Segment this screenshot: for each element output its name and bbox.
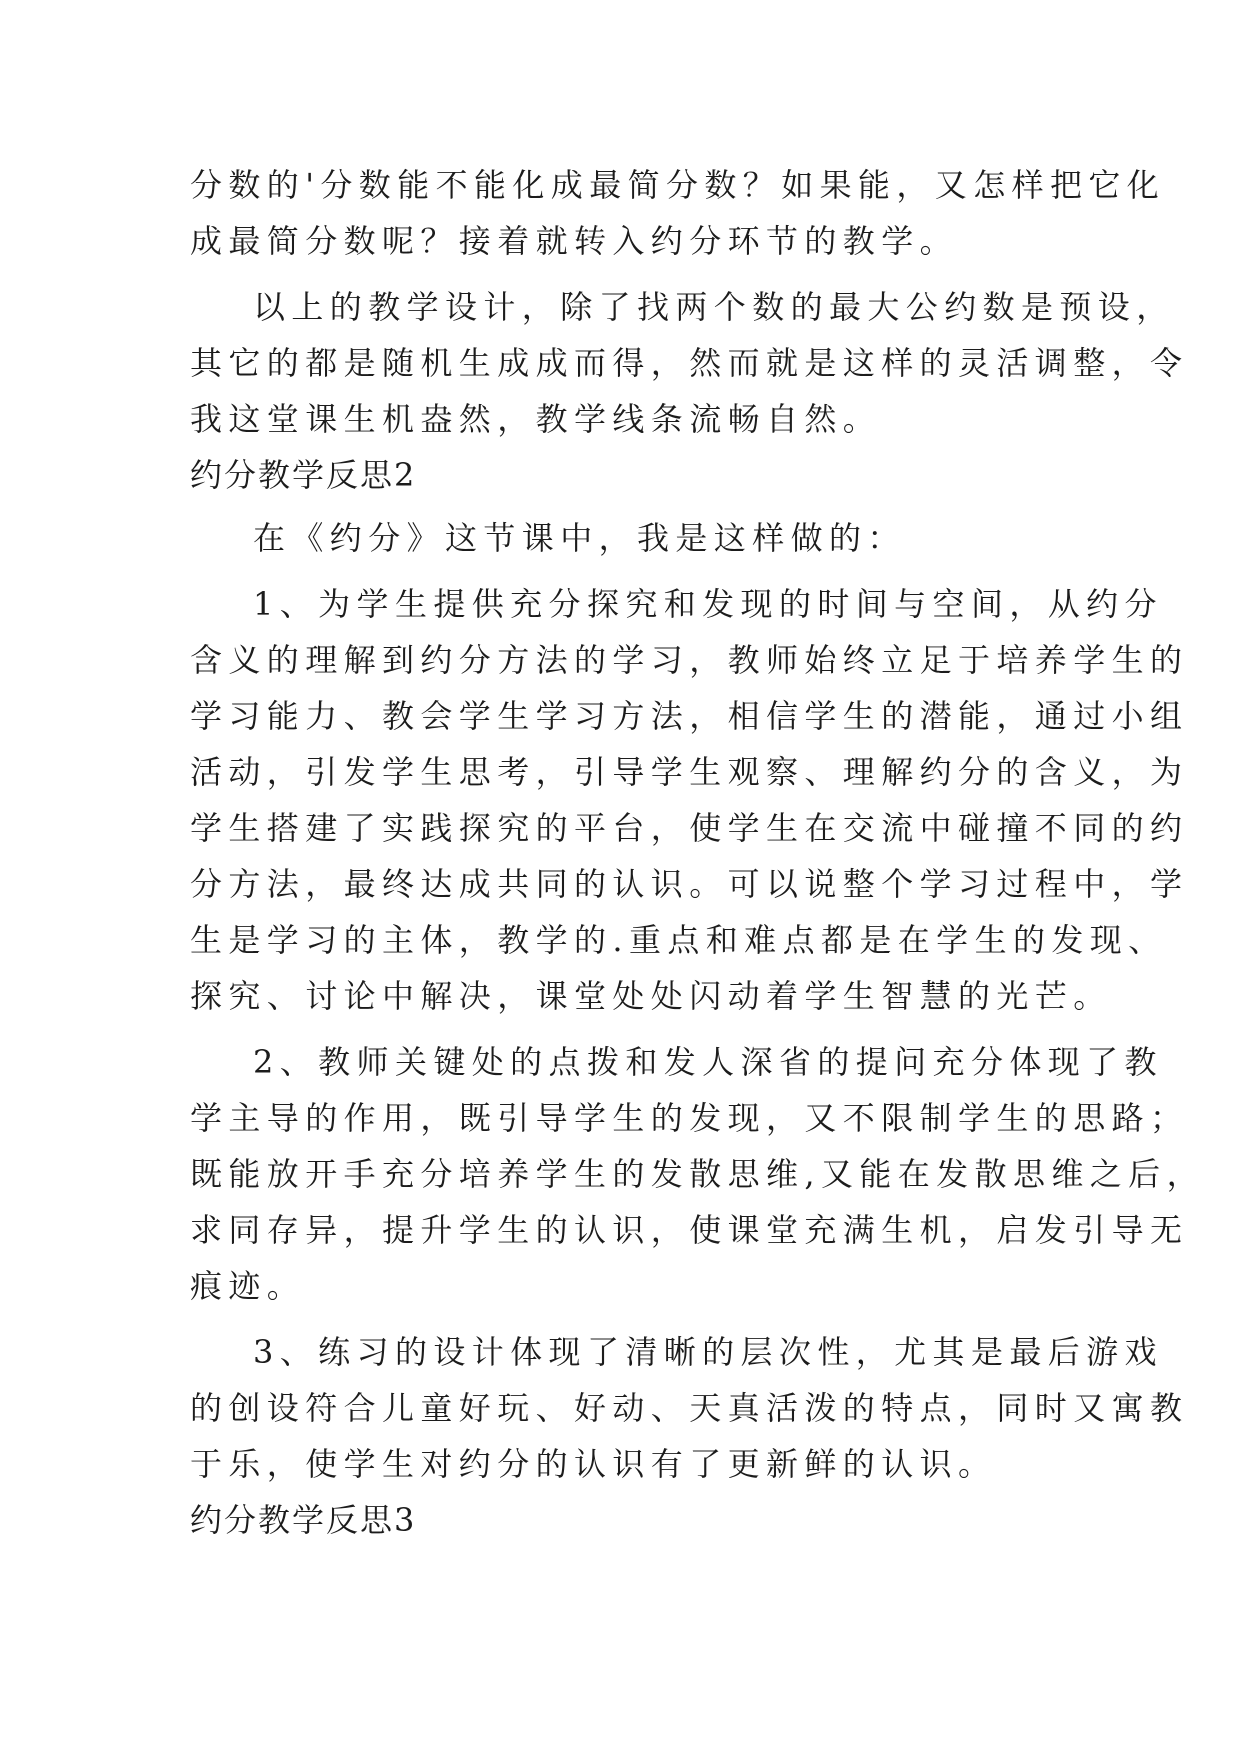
paragraph-line: 以上的教学设计，除了找两个数的最大公约数是预设， bbox=[253, 288, 1175, 326]
paragraph-line: 在《约分》这节课中，我是这样做的： bbox=[253, 519, 906, 557]
paragraph-line: 分方法，最终达成共同的认识。可以说整个学习过程中，学 bbox=[190, 865, 1189, 903]
paragraph-line: 痕迹。 bbox=[190, 1267, 306, 1305]
paragraph-line: 求同存异，提升学生的认识，使课堂充满生机，启发引导无 bbox=[190, 1211, 1189, 1249]
paragraph-line: 1、为学生提供充分探究和发现的时间与空间，从约分 bbox=[253, 585, 1163, 623]
section-heading: 约分教学反思2 bbox=[190, 456, 417, 494]
paragraph-line: 其它的都是随机生成成而得，然而就是这样的灵活调整，令 bbox=[190, 344, 1189, 382]
paragraph-line: 3、练习的设计体现了清晰的层次性，尤其是最后游戏 bbox=[253, 1333, 1163, 1371]
paragraph-line: 于乐，使学生对约分的认识有了更新鲜的认识。 bbox=[190, 1445, 997, 1483]
paragraph-line: 学主导的作用，既引导学生的发现，又不限制学生的思路； bbox=[190, 1099, 1189, 1137]
paragraph-line: 成最简分数呢？接着就转入约分环节的教学。 bbox=[190, 222, 959, 260]
paragraph-line: 我这堂课生机盎然，教学线条流畅自然。 bbox=[190, 400, 882, 438]
paragraph-line: 分数的'分数能不能化成最简分数？如果能，又怎样把它化 bbox=[190, 166, 1166, 204]
paragraph-line: 生是学习的主体，教学的.重点和难点都是在学生的发现、 bbox=[190, 921, 1167, 959]
paragraph-line: 活动，引发学生思考，引导学生观察、理解约分的含义，为 bbox=[190, 753, 1189, 791]
section-heading: 约分教学反思3 bbox=[190, 1501, 417, 1539]
paragraph-line: 含义的理解到约分方法的学习，教师始终立足于培养学生的 bbox=[190, 641, 1189, 679]
paragraph-line: 的创设符合儿童好玩、好动、天真活泼的特点，同时又寓教 bbox=[190, 1389, 1189, 1427]
paragraph-line: 探究、讨论中解决，课堂处处闪动着学生智慧的光芒。 bbox=[190, 977, 1112, 1015]
paragraph-line: 学生搭建了实践探究的平台，使学生在交流中碰撞不同的约 bbox=[190, 809, 1189, 847]
paragraph-line: 学习能力、教会学生学习方法，相信学生的潜能，通过小组 bbox=[190, 697, 1189, 735]
paragraph-line: 2、教师关键处的点拨和发人深省的提问充分体现了教 bbox=[253, 1043, 1163, 1081]
paragraph-line: 既能放开手充分培养学生的发散思维,又能在发散思维之后， bbox=[190, 1155, 1205, 1193]
